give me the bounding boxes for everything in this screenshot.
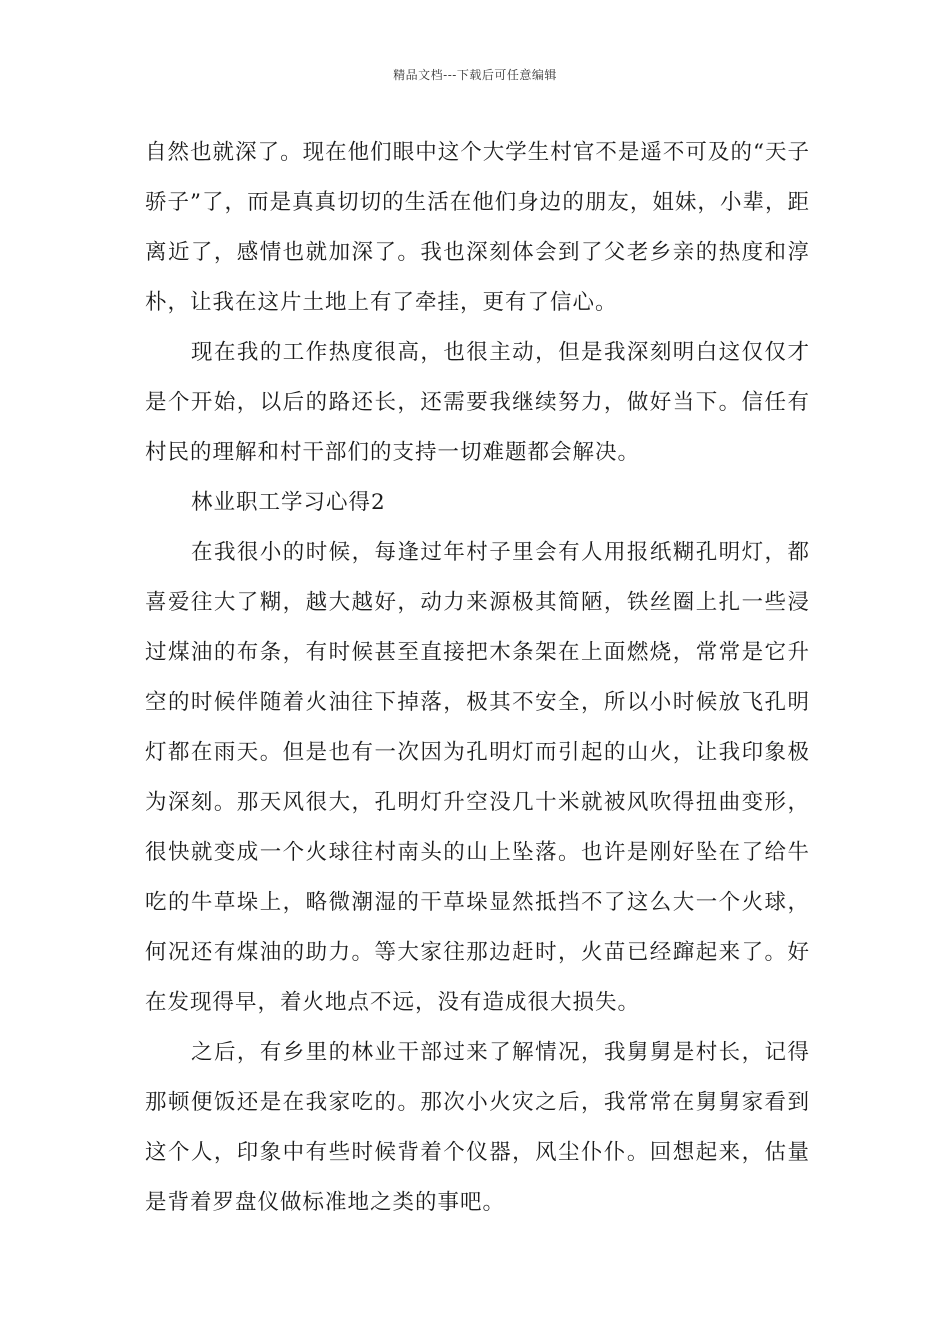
paragraph-1: 自然也就深了。现在他们眼中这个大学生村官不是遥不可及的“天子骄子”了，而是真真切切的生活在他们身边的朋友，姐妹，小辈，距离近了，感情也就加深了。我也深刻体会到了父老乡亲的热度和淳朴，让我在这片土地上有了牵挂，更有了信心。: [145, 140, 810, 315]
page-header: 精品文档---下载后可任意编辑: [393, 68, 557, 82]
section-heading: 林业职工学习心得2: [191, 490, 386, 515]
paragraph-4: 之后，有乡里的林业干部过来了解情况，我舅舅是村长，记得那顿便饭还是在我家吃的。那次小火灾之后，我常常在舅舅家看到这个人，印象中有些时候背着个仪器，风尘仆仆。回想起来，估量是背着罗盘仪做标准地之类的事吧。: [145, 1040, 810, 1215]
paragraph-2: 现在我的工作热度很高，也很主动，但是我深刻明白这仅仅才是个开始，以后的路还长，还需要我继续努力，做好当下。信任有村民的理解和村干部们的支持一切难题都会解决。: [145, 340, 810, 465]
paragraph-3: 在我很小的时候，每逢过年村子里会有人用报纸糊孔明灯，都喜爱往大了糊，越大越好，动力来源极其简陋，铁丝圈上扎一些浸过煤油的布条，有时候甚至直接把木条架在上面燃烧，常常是它升空的时候伴随着火油往下掉落，极其不安全，所以小时候放飞孔明灯都在雨天。但是也有一次因为孔明灯而引起的山火，让我印象极为深刻。那天风很大，孔明灯升空没几十米就被风吹得扭曲变形，很快就变成一个火球往村南头的山上坠落。也许是刚好坠在了给牛吃的牛草垛上，略微潮湿的干草垛显然抵挡不了这么大一个火球，何况还有煤油的助力。等大家往那边赶时，火苗已经蹿起来了。好在发现得早，着火地点不远，没有造成很大损失。: [145, 540, 810, 1015]
document-body: [145, 128, 810, 1228]
